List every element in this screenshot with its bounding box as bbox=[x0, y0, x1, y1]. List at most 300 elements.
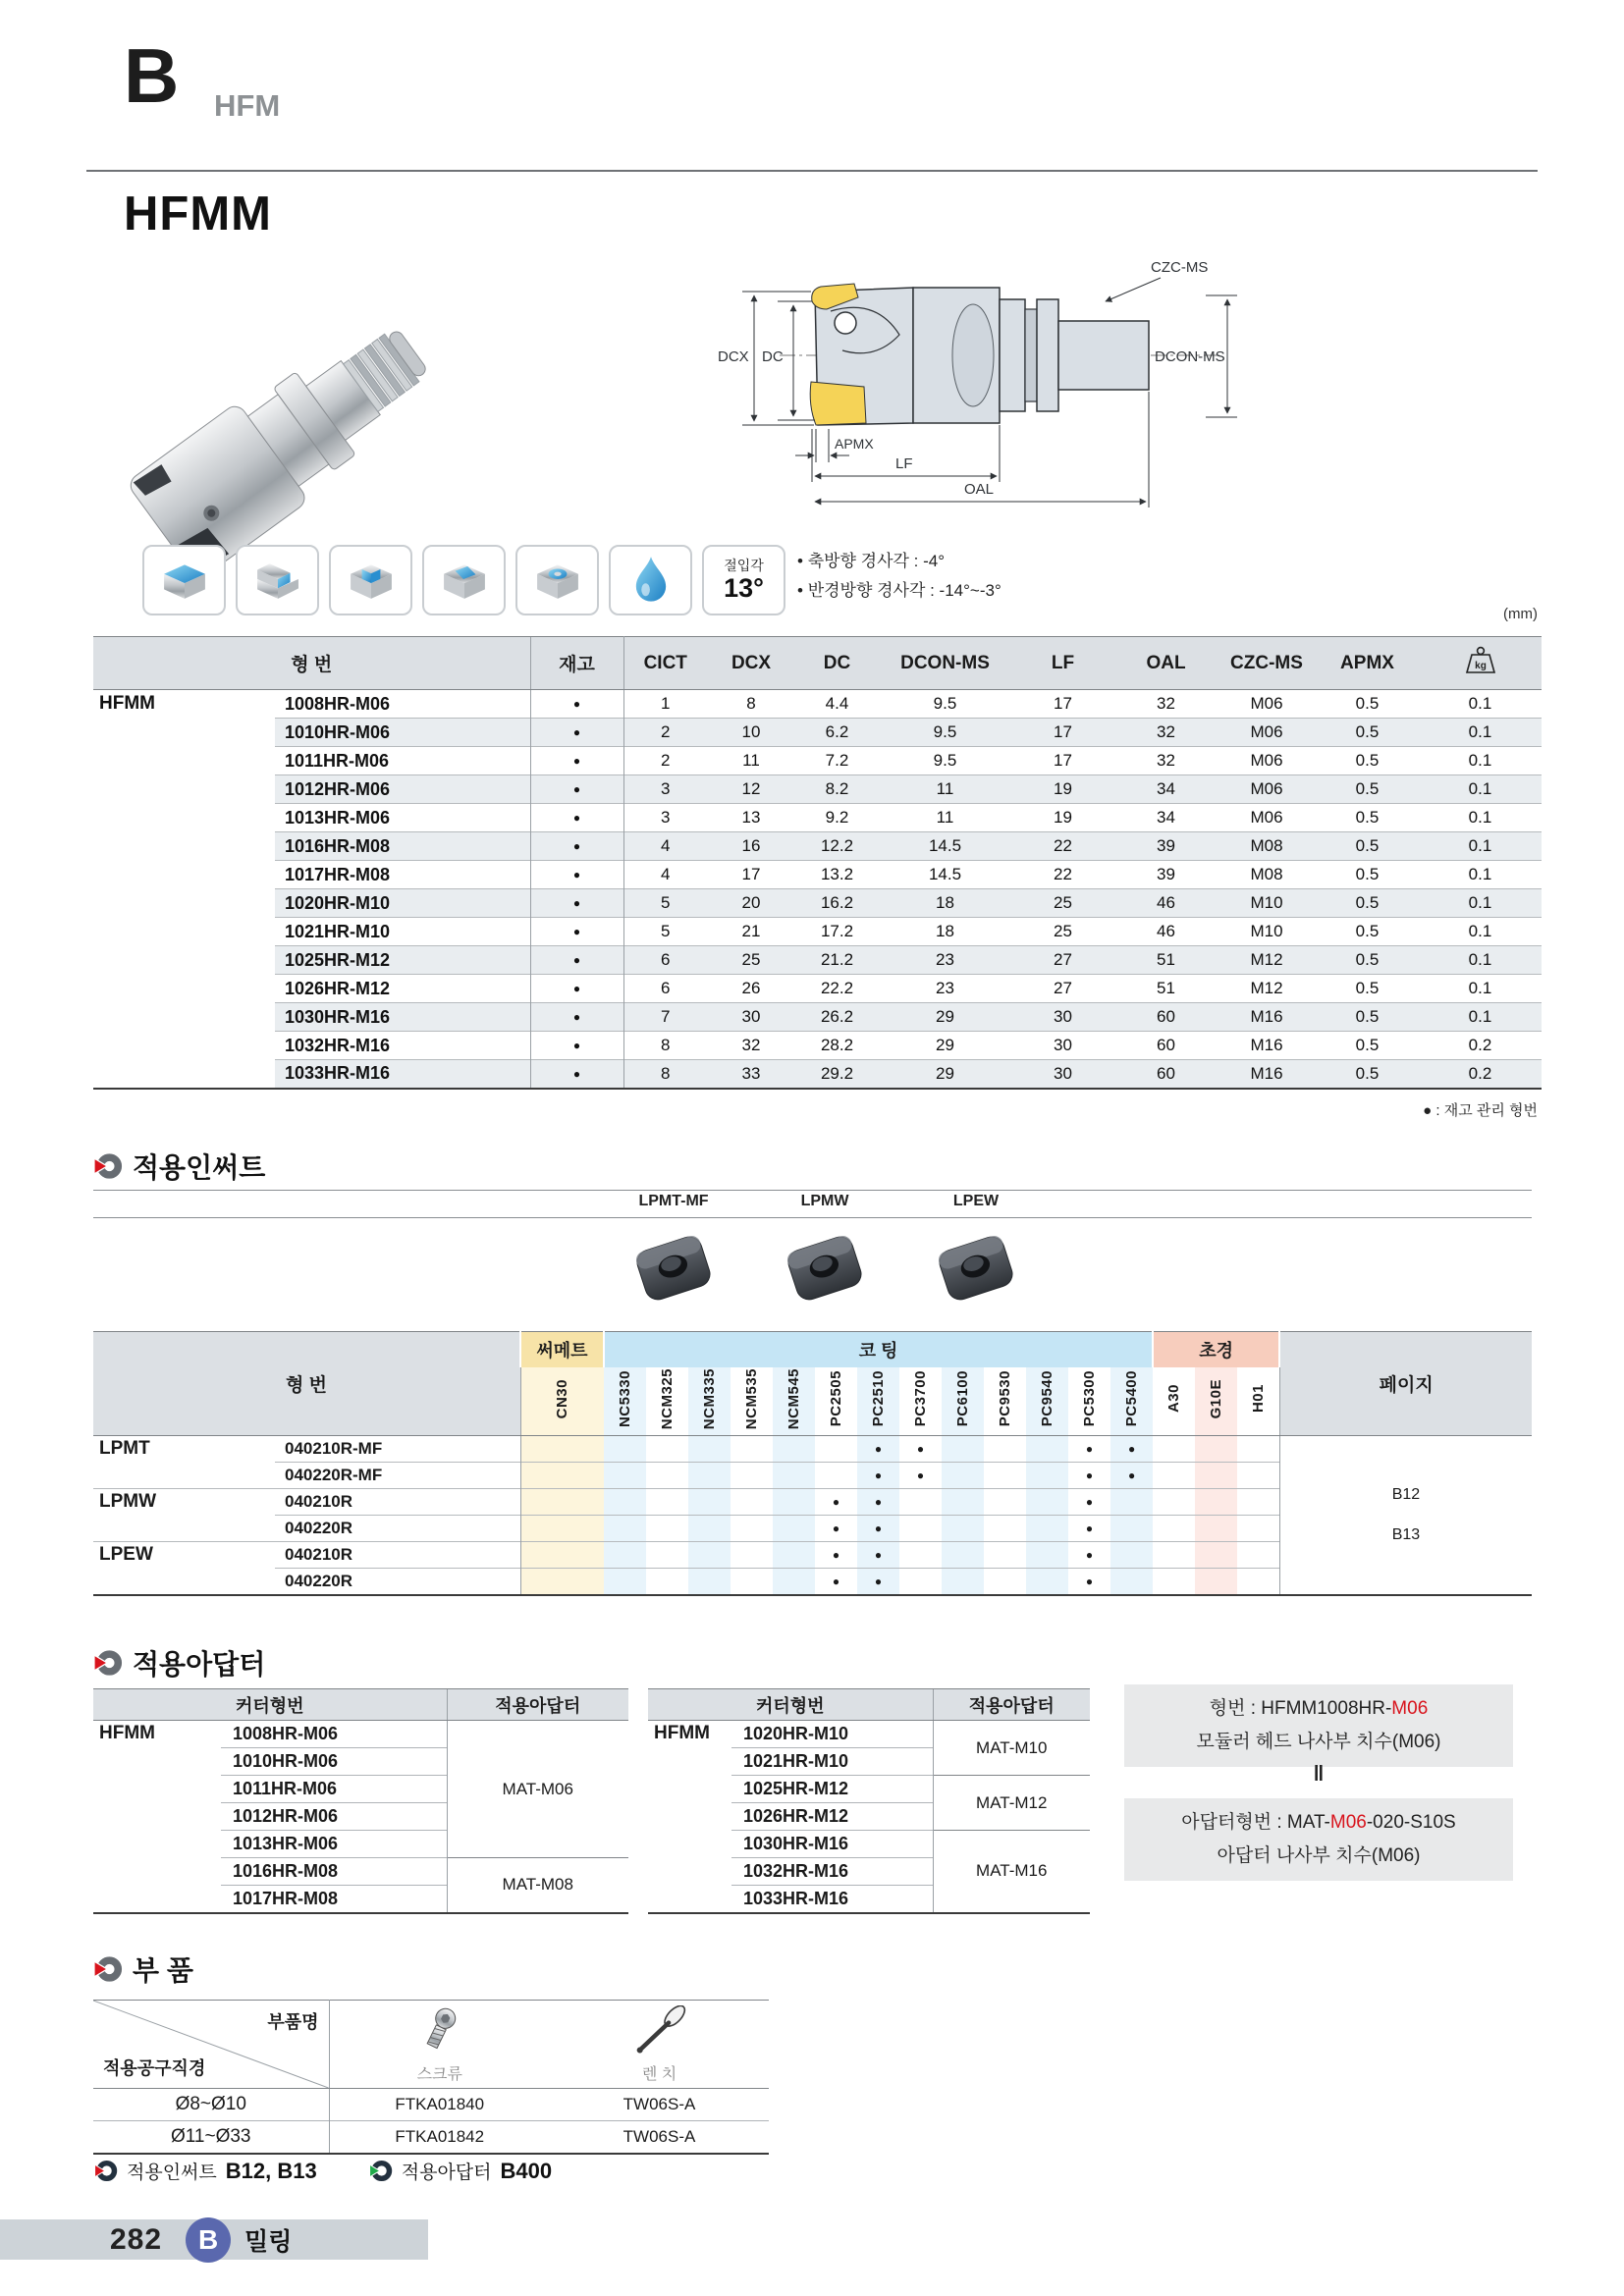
grade-mark-cell bbox=[1237, 1542, 1279, 1569]
value-cell: 23 bbox=[879, 975, 1011, 1003]
grade-mark-cell bbox=[688, 1489, 731, 1516]
stock-dot: ● bbox=[530, 946, 623, 975]
spec-row bbox=[93, 1032, 1542, 1060]
series-cell bbox=[93, 889, 275, 918]
grade-mark-cell bbox=[604, 1516, 646, 1542]
grade-mark-cell: ● bbox=[1068, 1569, 1110, 1595]
adapter-series-cell: HFMM bbox=[99, 1723, 155, 1743]
grade-mark-cell: ● bbox=[1068, 1542, 1110, 1569]
grade-mark-cell bbox=[646, 1516, 688, 1542]
value-cell: 29 bbox=[879, 1003, 1011, 1032]
grade-mark-cell bbox=[520, 1463, 604, 1489]
spec-row bbox=[93, 975, 1542, 1003]
adapters-section-title bbox=[93, 1643, 265, 1682]
grade-mark-cell bbox=[1195, 1489, 1237, 1516]
grade-name: PC6100 bbox=[954, 1370, 971, 1427]
grade-mark-cell bbox=[984, 1489, 1026, 1516]
value-cell: 8 bbox=[746, 694, 756, 713]
cutter-model-cell: 1016HR-M08 bbox=[221, 1858, 447, 1886]
grade-mark-cell bbox=[815, 1463, 857, 1489]
cutter-model-cell: 1026HR-M12 bbox=[731, 1803, 933, 1831]
adapter-cell: MAT-M10 bbox=[933, 1721, 1090, 1776]
wrench-icon bbox=[625, 2005, 694, 2055]
value-cell: 11 bbox=[879, 775, 1011, 804]
model-cell: 1008HR-M06 bbox=[285, 693, 391, 714]
value-cell: M08 bbox=[1218, 861, 1316, 889]
value-cell: 9.5 bbox=[933, 694, 957, 713]
grade-mark-cell bbox=[1237, 1489, 1279, 1516]
grade-mark-cell bbox=[942, 1569, 984, 1595]
value-cell: 22.2 bbox=[795, 975, 879, 1003]
value-cell: M16 bbox=[1218, 1060, 1316, 1089]
grade-mark-cell: ● bbox=[916, 1442, 925, 1456]
grade-mark-cell bbox=[731, 1516, 773, 1542]
value-cell: 0.1 bbox=[1419, 804, 1542, 832]
value-cell: 0.5 bbox=[1316, 946, 1419, 975]
grade-group-header-row bbox=[93, 1332, 1532, 1367]
grade-mark-cell bbox=[688, 1463, 731, 1489]
value-cell: 0.1 bbox=[1419, 719, 1542, 747]
technical-diagram bbox=[717, 240, 1247, 535]
grade-mark-cell: ● bbox=[857, 1516, 899, 1542]
insert-grade-table bbox=[93, 1331, 1532, 1596]
spec-row bbox=[93, 861, 1542, 889]
value-cell: 0.1 bbox=[1419, 918, 1542, 946]
spec-row bbox=[93, 1003, 1542, 1032]
grade-mark-cell bbox=[604, 1463, 646, 1489]
tool-diameter-header: 적용공구직경 bbox=[103, 2058, 206, 2078]
parts-table bbox=[93, 2000, 769, 2155]
adapter-cell: MAT-M12 bbox=[933, 1776, 1090, 1831]
chapter-code: HFM bbox=[214, 88, 281, 123]
section-bullet-icon bbox=[93, 1954, 123, 1984]
model-cell: 1020HR-M10 bbox=[275, 889, 530, 918]
value-cell: 29.2 bbox=[795, 1060, 879, 1089]
grade-mark-cell bbox=[1026, 1569, 1068, 1595]
value-cell: M10 bbox=[1218, 889, 1316, 918]
value-cell: 19 bbox=[1011, 775, 1114, 804]
spec-row bbox=[93, 804, 1542, 832]
adapter-designation-note bbox=[1124, 1798, 1513, 1881]
value-cell: 25 bbox=[1011, 918, 1114, 946]
insert-series-cell: LPMT bbox=[99, 1438, 150, 1459]
wrench-column-header bbox=[550, 2001, 769, 2089]
inserts-section-title bbox=[93, 1147, 265, 1186]
grade-name: CN30 bbox=[554, 1378, 571, 1418]
col-header-cict: CICT bbox=[623, 637, 707, 690]
value-cell: 32 bbox=[1157, 694, 1175, 713]
grade-mark-cell bbox=[1237, 1463, 1279, 1489]
insert-type-label: LPEW bbox=[952, 1193, 1000, 1209]
value-cell: 14.5 bbox=[879, 832, 1011, 861]
value-cell: 5 bbox=[623, 918, 707, 946]
slot-milling-icon bbox=[329, 545, 412, 615]
grade-mark-cell bbox=[520, 1436, 604, 1463]
grade-column-header bbox=[857, 1367, 899, 1436]
parts-row bbox=[93, 2089, 769, 2121]
adapter-header: 적용아답터 bbox=[447, 1689, 628, 1721]
adapter-cell: MAT-M08 bbox=[447, 1858, 628, 1913]
value-cell: 60 bbox=[1114, 1003, 1218, 1032]
grade-mark-cell bbox=[1153, 1463, 1195, 1489]
insert-model-cell: 040220R bbox=[275, 1569, 520, 1595]
grade-mark-cell bbox=[688, 1569, 731, 1595]
stock-dot: ● bbox=[530, 690, 623, 719]
value-cell: 0.5 bbox=[1316, 1003, 1419, 1032]
adapter-row bbox=[648, 1721, 1090, 1748]
value-cell: 10 bbox=[707, 719, 795, 747]
dim-label-czc: CZC-MS bbox=[1151, 259, 1209, 276]
grade-name: NCM335 bbox=[701, 1367, 718, 1429]
value-cell: 16.2 bbox=[795, 889, 879, 918]
insert-photo-lpmt bbox=[628, 1223, 719, 1313]
equals-mark: ‖ bbox=[1313, 1761, 1325, 1786]
adapter-cell: MAT-M16 bbox=[933, 1831, 1090, 1913]
adapters-section-label: 적용아답터 bbox=[133, 1649, 266, 1680]
screw-part-number: FTKA01842 bbox=[329, 2121, 550, 2154]
chapter-badge: B bbox=[186, 2217, 231, 2263]
head-thread-line: 모듈러 헤드 나사부 치수(M06) bbox=[1196, 1732, 1441, 1753]
header-rule bbox=[86, 170, 1538, 172]
grade-column-header bbox=[1195, 1367, 1237, 1436]
insert-model-cell: 040210R-MF bbox=[275, 1436, 520, 1463]
wrench-part-number: TW06S-A bbox=[550, 2121, 769, 2154]
model-cell: 1013HR-M06 bbox=[275, 804, 530, 832]
value-cell: 20 bbox=[707, 889, 795, 918]
insert-row bbox=[93, 1436, 1532, 1463]
insert-photo-lpmw bbox=[780, 1223, 870, 1313]
value-cell: 9.2 bbox=[795, 804, 879, 832]
insert-series-cell: LPMW bbox=[93, 1489, 275, 1542]
stock-dot: ● bbox=[530, 1032, 623, 1060]
stock-dot: ● bbox=[530, 1060, 623, 1089]
grade-name: PC5300 bbox=[1081, 1370, 1098, 1427]
value-cell: 0.5 bbox=[1316, 889, 1419, 918]
value-cell: 27 bbox=[1011, 975, 1114, 1003]
adapter-series-cell: HFMM bbox=[654, 1723, 710, 1743]
value-cell: 18 bbox=[879, 889, 1011, 918]
grade-mark-cell bbox=[604, 1569, 646, 1595]
grade-mark-cell bbox=[1153, 1436, 1195, 1463]
grade-mark-cell bbox=[1195, 1436, 1237, 1463]
value-cell: 0.2 bbox=[1419, 1060, 1542, 1089]
stock-note: ● : 재고 관리 형번 bbox=[1423, 1102, 1538, 1119]
grade-mark-cell: ● bbox=[1110, 1463, 1153, 1489]
grade-name: H01 bbox=[1249, 1384, 1267, 1414]
value-cell: 29 bbox=[879, 1032, 1011, 1060]
col-header-model: 형 번 bbox=[93, 637, 530, 690]
value-cell: M06 bbox=[1218, 719, 1316, 747]
value-cell: 30 bbox=[1011, 1032, 1114, 1060]
chapter-letter: B bbox=[124, 32, 180, 119]
value-cell: 27 bbox=[1011, 946, 1114, 975]
value-cell: 0.1 bbox=[1419, 1003, 1542, 1032]
page-ref: B13 bbox=[1391, 1526, 1421, 1544]
grade-mark-cell bbox=[899, 1542, 942, 1569]
grade-mark-cell bbox=[984, 1542, 1026, 1569]
grade-mark-cell bbox=[646, 1569, 688, 1595]
screw-part-number: FTKA01840 bbox=[395, 2095, 485, 2113]
grade-mark-cell: ● bbox=[857, 1436, 899, 1463]
model-cell: 1025HR-M12 bbox=[275, 946, 530, 975]
value-cell: 30 bbox=[1011, 1060, 1114, 1089]
coating-group-header: 코 팅 bbox=[604, 1332, 1153, 1367]
value-cell: 30 bbox=[707, 1003, 795, 1032]
value-cell: M06 bbox=[1218, 747, 1316, 775]
parts-header-row bbox=[93, 2001, 769, 2089]
grade-mark-cell bbox=[1110, 1542, 1153, 1569]
value-cell: 0.5 bbox=[1316, 775, 1419, 804]
inserts-section-label: 적용인써트 bbox=[133, 1152, 266, 1183]
value-cell: 4.4 bbox=[825, 694, 849, 713]
adapter-header: 적용아답터 bbox=[933, 1689, 1090, 1721]
value-cell: 3 bbox=[623, 775, 707, 804]
value-cell: 51 bbox=[1114, 975, 1218, 1003]
grade-column-header bbox=[984, 1367, 1026, 1436]
dim-label-dcon: DCON-MS bbox=[1155, 348, 1225, 365]
grade-mark-cell bbox=[604, 1542, 646, 1569]
grade-mark-cell: ● bbox=[857, 1463, 899, 1489]
insert-photo-lpew bbox=[931, 1223, 1021, 1313]
grade-name: PC9530 bbox=[997, 1370, 1013, 1427]
col-header-oal: OAL bbox=[1114, 637, 1218, 690]
value-cell: M16 bbox=[1218, 1032, 1316, 1060]
grade-mark-cell: ● bbox=[815, 1516, 857, 1542]
grade-name: G10E bbox=[1208, 1378, 1225, 1418]
grade-mark-cell bbox=[604, 1436, 646, 1463]
grade-column-header bbox=[773, 1367, 815, 1436]
part-name-header: 부품명 bbox=[267, 2012, 319, 2032]
series-cell bbox=[93, 775, 275, 804]
grade-mark-cell bbox=[1237, 1516, 1279, 1542]
insert-model-header: 형 번 bbox=[93, 1332, 520, 1436]
value-cell: 0.1 bbox=[1419, 747, 1542, 775]
series-cell bbox=[93, 975, 275, 1003]
series-cell bbox=[93, 832, 275, 861]
spec-table bbox=[93, 636, 1542, 1090]
entering-angle-value: 13° bbox=[724, 572, 764, 603]
grade-mark-cell bbox=[520, 1489, 604, 1516]
insert-model-cell: 040220R-MF bbox=[275, 1463, 520, 1489]
grade-mark-cell bbox=[520, 1542, 604, 1569]
grade-name: NC5330 bbox=[617, 1369, 633, 1427]
value-cell: 19 bbox=[1011, 804, 1114, 832]
grade-mark-cell: ● bbox=[1068, 1463, 1110, 1489]
cutter-model-cell: 1012HR-M06 bbox=[221, 1803, 447, 1831]
grade-mark-cell bbox=[1110, 1489, 1153, 1516]
value-cell: 30 bbox=[1011, 1003, 1114, 1032]
value-cell: 60 bbox=[1114, 1060, 1218, 1089]
grade-mark-cell: ● bbox=[815, 1489, 857, 1516]
grade-name: NCM545 bbox=[785, 1367, 802, 1429]
value-cell: M06 bbox=[1250, 694, 1283, 713]
grade-mark-cell bbox=[1195, 1463, 1237, 1489]
cutter-model-cell: 1021HR-M10 bbox=[731, 1748, 933, 1776]
grade-mark-cell bbox=[1110, 1516, 1153, 1542]
value-cell: 12 bbox=[707, 775, 795, 804]
value-cell: 7.2 bbox=[795, 747, 879, 775]
series-cell bbox=[93, 804, 275, 832]
page-ref: B12 bbox=[1391, 1485, 1421, 1503]
col-header-lf: LF bbox=[1011, 637, 1114, 690]
grade-mark-cell bbox=[1153, 1516, 1195, 1542]
grade-mark-cell bbox=[520, 1516, 604, 1542]
value-cell: 34 bbox=[1114, 804, 1218, 832]
grade-name: NCM325 bbox=[659, 1367, 676, 1429]
value-cell: 0.5 bbox=[1316, 747, 1419, 775]
value-cell: 0.5 bbox=[1316, 1060, 1419, 1089]
grade-column-header bbox=[899, 1367, 942, 1436]
grade-mark-cell bbox=[1110, 1569, 1153, 1595]
wrench-label: 렌 치 bbox=[641, 2065, 677, 2083]
chapter-name: 밀링 bbox=[244, 2227, 293, 2256]
spec-row bbox=[93, 832, 1542, 861]
grade-mark-cell bbox=[773, 1542, 815, 1569]
model-cell: 1016HR-M08 bbox=[275, 832, 530, 861]
grade-mark-cell bbox=[942, 1436, 984, 1463]
grade-column-header bbox=[1237, 1367, 1279, 1436]
stock-dot: ● bbox=[530, 889, 623, 918]
value-cell: M06 bbox=[1218, 804, 1316, 832]
grade-mark-cell: ● bbox=[1068, 1516, 1110, 1542]
value-cell: 0.5 bbox=[1316, 918, 1419, 946]
value-cell: 26 bbox=[707, 975, 795, 1003]
value-cell: 2 bbox=[623, 719, 707, 747]
cutter-model-header: 커터형번 bbox=[648, 1689, 933, 1721]
application-icon-row bbox=[142, 545, 785, 615]
value-cell: 18 bbox=[879, 918, 1011, 946]
value-cell: 17 bbox=[1011, 719, 1114, 747]
value-cell: 21.2 bbox=[795, 946, 879, 975]
series-cell bbox=[93, 861, 275, 889]
xref-pages: B400 bbox=[500, 2158, 553, 2183]
adapter-designation-line: 아답터형번 : MAT-M06-020-S10S bbox=[1181, 1812, 1456, 1833]
grade-name: NCM535 bbox=[743, 1367, 760, 1429]
adapter-header-row bbox=[648, 1689, 1090, 1721]
spec-row bbox=[93, 946, 1542, 975]
value-cell: 8 bbox=[623, 1060, 707, 1089]
spec-header-row bbox=[93, 637, 1542, 690]
grade-mark-cell bbox=[984, 1516, 1026, 1542]
value-cell: 32 bbox=[707, 1032, 795, 1060]
grade-mark-cell bbox=[899, 1569, 942, 1595]
cutter-model-header: 커터형번 bbox=[93, 1689, 447, 1721]
footer-bar bbox=[0, 2219, 428, 2260]
value-cell: 46 bbox=[1114, 918, 1218, 946]
col-header-dcx: DCX bbox=[707, 637, 795, 690]
grade-mark-cell bbox=[942, 1516, 984, 1542]
value-cell: 11 bbox=[707, 747, 795, 775]
grade-mark-cell bbox=[731, 1542, 773, 1569]
entering-angle-box bbox=[702, 545, 785, 615]
grade-column-header bbox=[520, 1367, 604, 1436]
grade-mark-cell bbox=[1026, 1489, 1068, 1516]
cross-reference-row bbox=[93, 2158, 552, 2184]
spec-row bbox=[93, 775, 1542, 804]
page-title: HFMM bbox=[124, 187, 272, 240]
series-cell: HFMM bbox=[93, 690, 275, 719]
coolant-icon bbox=[609, 545, 692, 615]
svg-text:kg: kg bbox=[1474, 660, 1487, 671]
axial-rake-note: • 축방향 경사각 : -4° bbox=[797, 547, 1001, 576]
grade-mark-cell bbox=[773, 1489, 815, 1516]
grade-mark-cell: ● bbox=[899, 1463, 942, 1489]
value-cell: 29 bbox=[879, 1060, 1011, 1089]
grade-name: A30 bbox=[1165, 1384, 1183, 1414]
grade-mark-cell bbox=[604, 1489, 646, 1516]
adapter-thread-line: 아답터 나사부 치수(M06) bbox=[1217, 1845, 1421, 1867]
grade-mark-cell bbox=[1237, 1436, 1279, 1463]
value-cell: 21 bbox=[707, 918, 795, 946]
value-cell: 7 bbox=[623, 1003, 707, 1032]
grade-mark-cell bbox=[1026, 1542, 1068, 1569]
insert-model-cell: 040220R bbox=[275, 1516, 520, 1542]
stock-dot: ● bbox=[530, 747, 623, 775]
grade-column-header bbox=[942, 1367, 984, 1436]
cutter-model-cell: 1008HR-M06 bbox=[233, 1724, 339, 1743]
spec-row bbox=[93, 889, 1542, 918]
value-cell: 1 bbox=[661, 694, 671, 713]
value-cell: 33 bbox=[707, 1060, 795, 1089]
head-designation-note bbox=[1124, 1684, 1513, 1767]
entering-angle-label: 절입각 bbox=[724, 557, 764, 573]
stock-dot: ● bbox=[530, 1003, 623, 1032]
grade-mark-cell bbox=[899, 1516, 942, 1542]
grade-name: PC5400 bbox=[1123, 1370, 1141, 1427]
value-cell: 2 bbox=[623, 747, 707, 775]
insert-type-label: LPMT-MF bbox=[638, 1193, 709, 1209]
adapter-table-left bbox=[93, 1688, 628, 1914]
grade-mark-cell: ● bbox=[857, 1542, 899, 1569]
series-cell bbox=[93, 719, 275, 747]
value-cell: 8 bbox=[623, 1032, 707, 1060]
value-cell: 22 bbox=[1011, 832, 1114, 861]
value-cell: M10 bbox=[1218, 918, 1316, 946]
adapter-table-right bbox=[648, 1688, 1090, 1914]
col-header-dcon: DCON-MS bbox=[879, 637, 1011, 690]
grade-mark-cell bbox=[773, 1463, 815, 1489]
model-cell: 1012HR-M06 bbox=[275, 775, 530, 804]
value-cell: 0.1 bbox=[1468, 694, 1492, 713]
grade-name: PC2505 bbox=[828, 1370, 844, 1427]
value-cell: 25 bbox=[1011, 889, 1114, 918]
grade-column-header bbox=[1110, 1367, 1153, 1436]
dim-label-lf: LF bbox=[895, 455, 913, 472]
grade-mark-cell bbox=[942, 1542, 984, 1569]
series-cell bbox=[93, 1003, 275, 1032]
stock-dot: ● bbox=[530, 775, 623, 804]
cutter-model-cell: 1032HR-M16 bbox=[731, 1858, 933, 1886]
grade-mark-cell: ● bbox=[857, 1489, 899, 1516]
value-cell: 4 bbox=[623, 832, 707, 861]
insert-band-line-top bbox=[93, 1190, 1532, 1191]
grade-mark-cell bbox=[815, 1436, 857, 1463]
cutter-model-cell: 1011HR-M06 bbox=[221, 1776, 447, 1803]
value-cell: 17 bbox=[1054, 694, 1072, 713]
grade-mark-cell bbox=[984, 1463, 1026, 1489]
spec-row bbox=[93, 747, 1542, 775]
wrench-part-number: TW06S-A bbox=[623, 2095, 696, 2113]
value-cell: 0.1 bbox=[1419, 975, 1542, 1003]
dim-label-apmx: APMX bbox=[835, 436, 874, 452]
value-cell: 0.5 bbox=[1316, 1032, 1419, 1060]
value-cell: 0.5 bbox=[1316, 719, 1419, 747]
grade-mark-cell bbox=[731, 1436, 773, 1463]
value-cell: 8.2 bbox=[795, 775, 879, 804]
stock-dot: ● bbox=[530, 975, 623, 1003]
value-cell: 60 bbox=[1114, 1032, 1218, 1060]
stock-dot: ● bbox=[530, 719, 623, 747]
